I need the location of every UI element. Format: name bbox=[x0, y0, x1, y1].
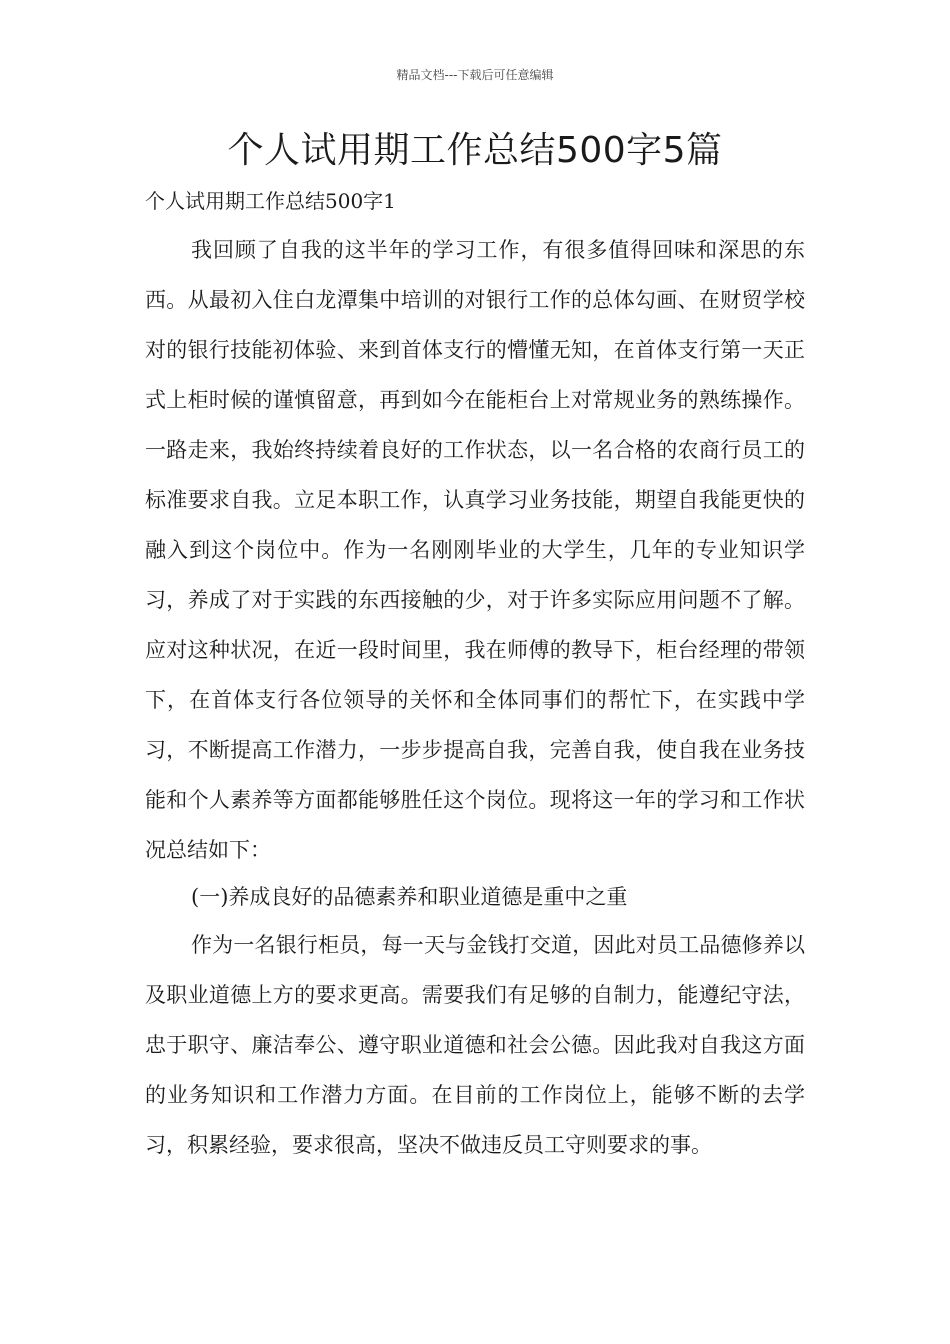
document-title: 个人试用期工作总结500字5篇 bbox=[227, 130, 723, 171]
section-heading: (一)养成良好的品德素养和职业道德是重中之重 bbox=[191, 885, 628, 909]
document-subtitle: 个人试用期工作总结500字1 bbox=[145, 189, 396, 213]
paragraph-1: 我回顾了自我的这半年的学习工作，有很多值得回味和深思的东西。从最初入住白龙潭集中培训的对银行工作的总体勾画、在财贸学校对的银行技能初体验、来到首体支行的懵懂无知，在首体支行第一天正式上柜时候的谨慎留意，再到如今在能柜台上对常规业务的熟练操作。一路走来，我始终持续着良好的工作状态，以一名合格的农商行员工的标准要求自我。立足本职工作，认真学习业务技能，期望自我能更快的融入到这个岗位中。作为一名刚刚毕业的大学生，几年的专业知识学习，养成了对于实践的东西接触的少，对于许多实际应用问题不了解。应对这种状况，在近一段时间里，我在师傅的教导下，柜台经理的带领下，在首体支行各位领导的关怀和全体同事们的帮忙下，在实践中学习，不断提高工作潜力，一步步提高自我，完善自我，使自我在业务技能和个人素养等方面都能够胜任这个岗位。现将这一年的学习和工作状况总结如下： bbox=[145, 238, 805, 862]
paragraph-2: 作为一名银行柜员，每一天与金钱打交道，因此对员工品德修养以及职业道德上方的要求更高。需要我们有足够的自制力，能遵纪守法，忠于职守、廉洁奉公、遵守职业道德和社会公德。因此我对自我这方面的业务知识和工作潜力方面。在目前的工作岗位上，能够不断的去学习，积累经验，要求很高，坚决不做违反员工守则要求的事。 bbox=[145, 933, 805, 1157]
header-note: 精品文档---下载后可任意编辑 bbox=[396, 68, 554, 82]
